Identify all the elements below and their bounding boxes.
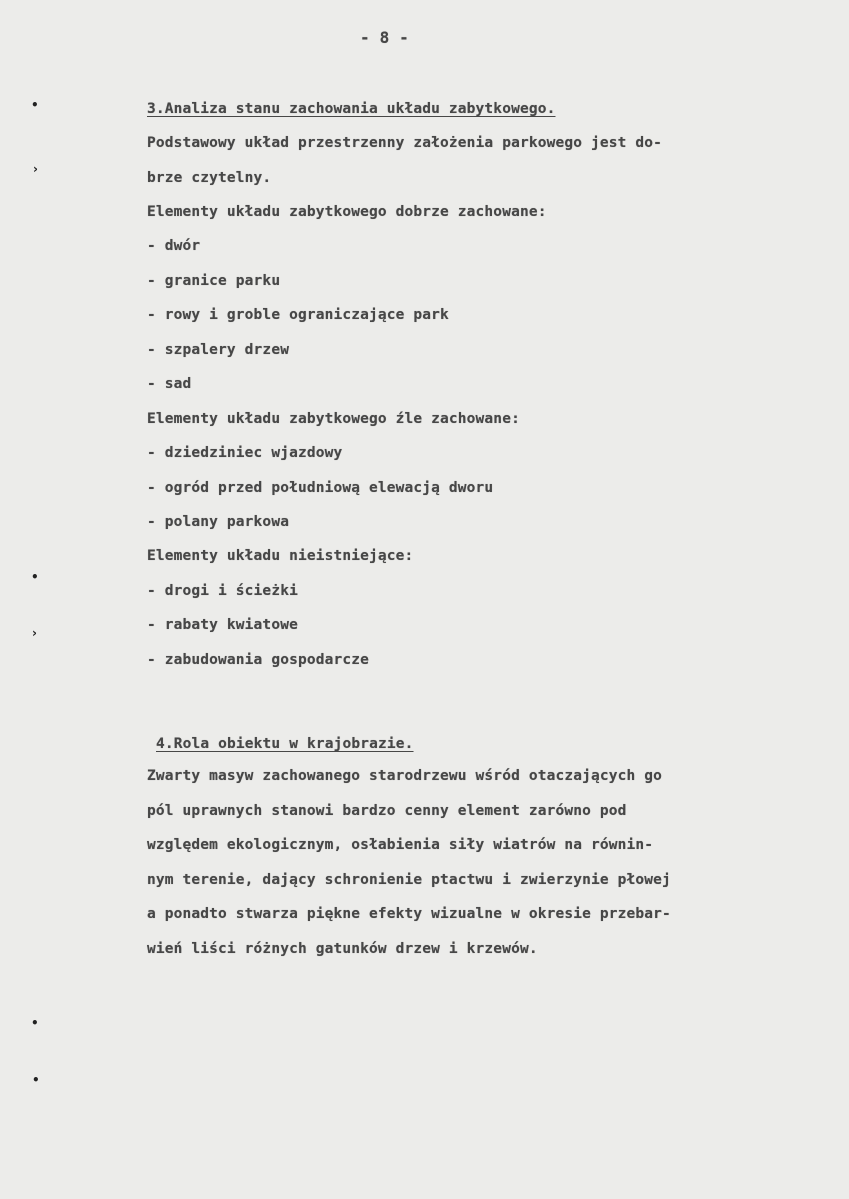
margin-mark: • [31,98,39,112]
margin-mark: • [31,570,39,584]
paragraph-line: pól uprawnych stanowi bardzo cenny element zarówno pod [147,803,627,819]
list-label-good: Elementy układu zabytkowego dobrze zachowane: [147,204,547,220]
paragraph-line: względem ekologicznym, osłabienia siły wiatrów na równin- [147,837,654,853]
list-item: - szpalery drzew [147,342,290,358]
list-item: - rabaty kwiatowe [147,617,298,633]
paragraph-line: brze czytelny. [147,170,272,186]
list-item: - granice parku [147,273,281,289]
page-number: - 8 - [360,28,409,47]
list-item: - polany parkowa [147,514,290,530]
paragraph-line: wień liści różnych gatunków drzew i krzewów. [147,941,538,957]
section-3-heading: 3.Analiza stanu zachowania układu zabytkowego. [147,101,556,117]
list-item: - dwór [147,238,201,254]
margin-mark: • [31,1016,39,1030]
paragraph-line: nym terenie, dający schronienie ptactwu i zwierzynie płowej [147,872,671,888]
section-4-heading: 4.Rola obiektu w krajobrazie. [156,736,414,752]
list-item: - sad [147,376,192,392]
list-item: - zabudowania gospodarcze [147,652,369,668]
margin-mark: › [33,162,38,176]
list-label-bad: Elementy układu zabytkowego źle zachowane: [147,411,520,427]
margin-mark: • [32,1073,40,1087]
paragraph-line: Zwarty masyw zachowanego starodrzewu wśród otaczających go [147,768,663,784]
paragraph-line: Podstawowy układ przestrzenny założenia parkowego jest do- [147,135,663,151]
list-item: - dziedziniec wjazdowy [147,445,343,461]
paragraph-line: a ponadto stwarza piękne efekty wizualne w okresie przebar- [147,906,671,922]
list-item: - ogród przed południową elewacją dworu [147,480,494,496]
list-label-missing: Elementy układu nieistniejące: [147,548,414,564]
list-item: - rowy i groble ograniczające park [147,307,449,323]
list-item: - drogi i ścieżki [147,583,298,599]
margin-mark: › [32,626,37,640]
